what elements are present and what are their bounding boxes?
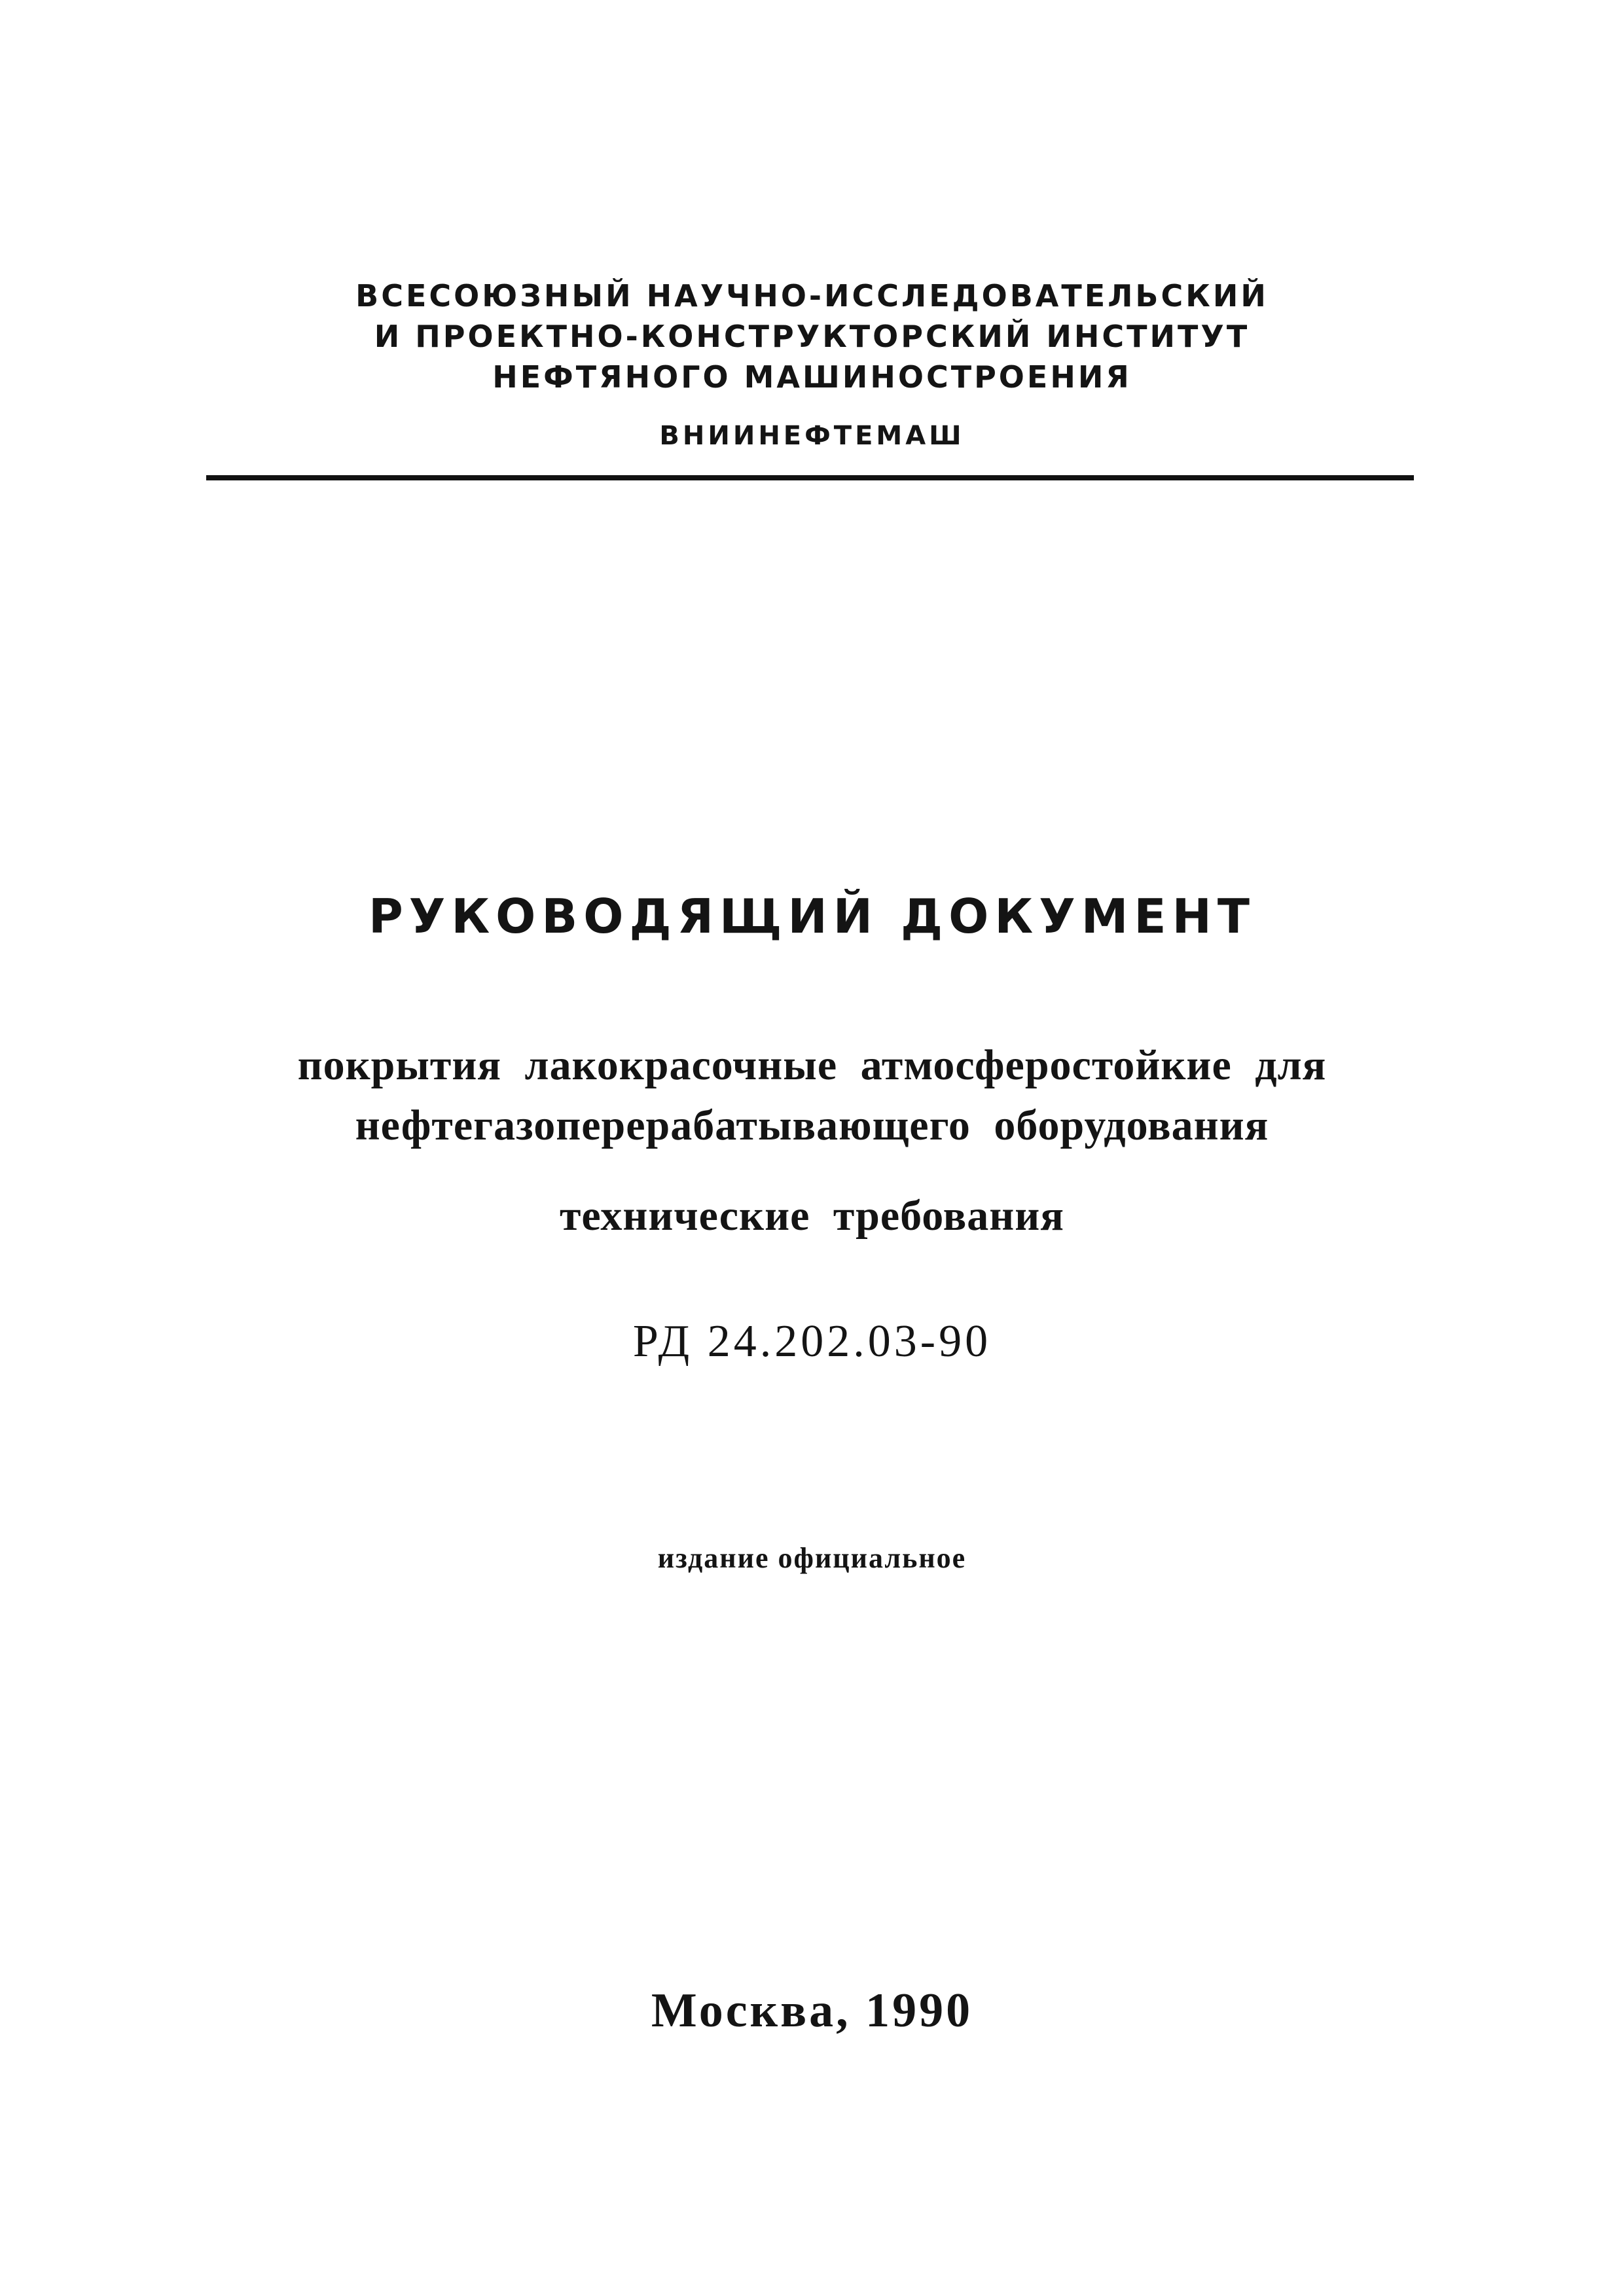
organization-name-line-3: НЕФТЯНОГО МАШИНОСТРОЕНИЯ bbox=[492, 359, 1132, 395]
organization-name-line-2: И ПРОЕКТНО-КОНСТРУКТОРСКИЙ ИНСТИТУТ bbox=[374, 319, 1250, 354]
document-subject-text-1: покрытия лакокрасочные атмосферостойкие для bbox=[297, 1041, 1327, 1089]
place-and-year: Москва, 1990 bbox=[651, 1984, 973, 2037]
document-subject-line-2 bbox=[0, 1101, 1624, 1151]
document-subject-line-1 bbox=[0, 1041, 1624, 1090]
organization-name-line-1: ВСЕСОЮЗНЫЙ НАУЧНО-ИССЛЕДОВАТЕЛЬСКИЙ bbox=[355, 278, 1269, 314]
document-type-heading: РУКОВОДЯЩИЙ ДОКУМЕНТ bbox=[369, 889, 1255, 944]
edition-note: издание официальное bbox=[657, 1542, 967, 1574]
header-divider bbox=[206, 475, 1414, 480]
document-code: РД 24.202.03-90 bbox=[632, 1316, 992, 1367]
document-subtitle bbox=[0, 1191, 1624, 1241]
document-subject-text-2: нефтегазоперерабатывающего оборудования bbox=[355, 1102, 1269, 1149]
document-subtitle-text: технические требования bbox=[559, 1192, 1065, 1240]
organization-abbreviation: ВНИИНЕФТЕМАШ bbox=[659, 421, 965, 451]
